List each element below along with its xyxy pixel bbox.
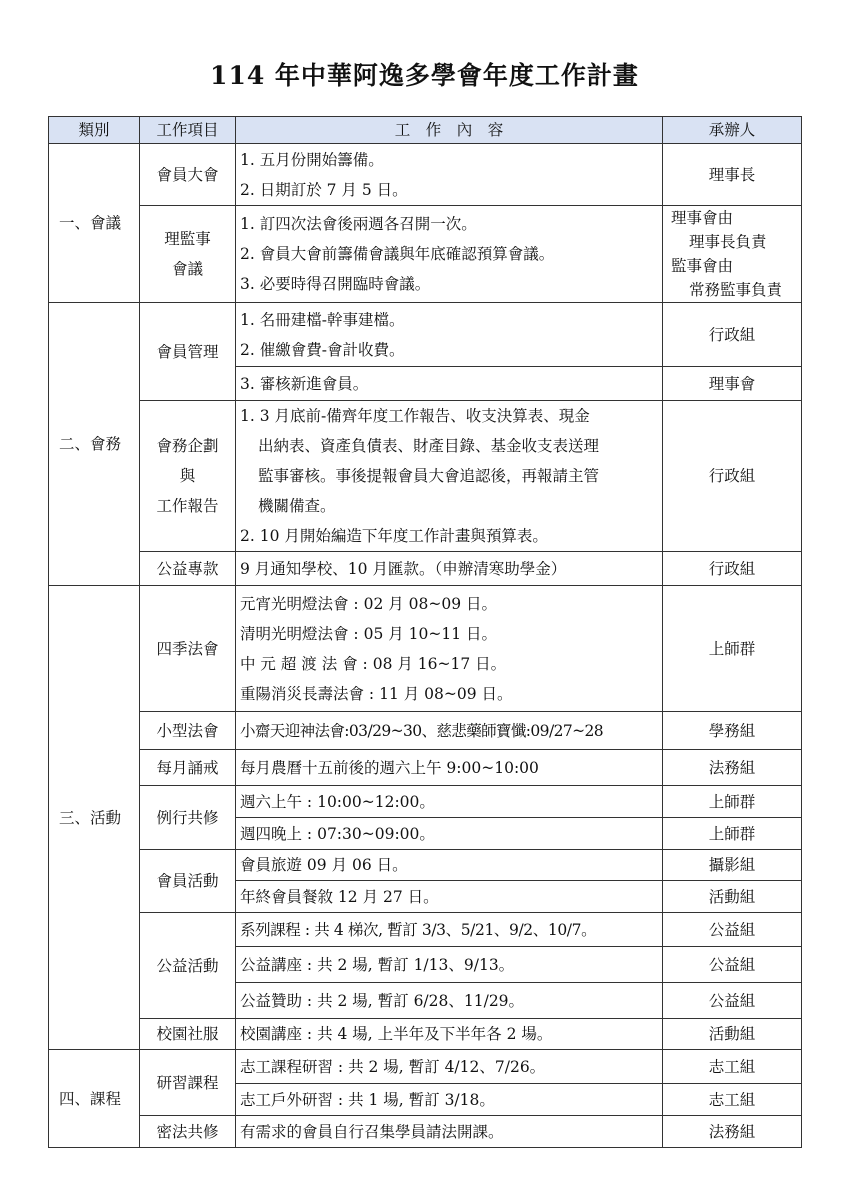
content-cell: 系列課程 : 共 4 梯次, 暫訂 3/3、5/21、9/2、10/7。 (236, 913, 663, 947)
table-row (49, 913, 802, 947)
owner-cell: 行政組 (663, 303, 802, 367)
owner-cell: 理事會由 理事長負責 監事會由 常務監事負責 (663, 206, 802, 303)
owner-cell: 行政組 (663, 401, 802, 552)
table-row (49, 786, 802, 818)
content-cell: 有需求的會員自行召集學員請法開課。 (236, 1116, 663, 1148)
header-category: 類別 (49, 117, 140, 144)
table-row (49, 206, 802, 303)
content-cell: 3. 審核新進會員。 (236, 367, 663, 401)
owner-cell: 上師群 (663, 786, 802, 818)
item-training-courses: 研習課程 (140, 1050, 236, 1116)
item-small-ceremony: 小型法會 (140, 712, 236, 750)
owner-cell: 志工組 (663, 1050, 802, 1084)
content-cell: 9 月通知學校、10 月匯款。（申辦清寒助學金） (236, 552, 663, 586)
table-row (49, 1019, 802, 1050)
item-regular-practice: 例行共修 (140, 786, 236, 850)
content-cell: 會員旅遊 09 月 06 日。 (236, 850, 663, 881)
table-row (49, 850, 802, 881)
owner-cell: 法務組 (663, 750, 802, 786)
owner-cell: 理事長 (663, 144, 802, 206)
content-cell: 公益贊助 : 共 2 場, 暫訂 6/28、11/29。 (236, 983, 663, 1019)
owner-cell: 上師群 (663, 586, 802, 712)
item-member-management: 會員管理 (140, 303, 236, 401)
owner-cell: 上師群 (663, 818, 802, 850)
content-cell: 1. 五月份開始籌備。 2. 日期訂於 7 月 5 日。 (236, 144, 663, 206)
content-cell: 每月農曆十五前後的週六上午 9:00~10:00 (236, 750, 663, 786)
header-content: 工 作 內 容 (236, 117, 663, 144)
item-campus-service: 校園社服 (140, 1019, 236, 1050)
table-row (49, 586, 802, 712)
category-meetings: 一、會議 (49, 144, 140, 303)
owner-cell: 攝影組 (663, 850, 802, 881)
item-board-meeting: 理監事 會議 (140, 206, 236, 303)
content-cell: 1. 3 月底前-備齊年度工作報告、收支決算表、現金 出納表、資產負債表、財產目錄、基金收支表送理 監事審核。事後提報會員大會追認後，再報請主管 機關備查。 2. 10 月開始編造下年度工作計畫與預算表。 (236, 401, 663, 552)
owner-cell: 志工組 (663, 1084, 802, 1116)
table-row (49, 750, 802, 786)
item-esoteric-practice: 密法共修 (140, 1116, 236, 1148)
work-plan-table (48, 116, 802, 1148)
owner-cell: 法務組 (663, 1116, 802, 1148)
item-general-assembly: 會員大會 (140, 144, 236, 206)
owner-cell: 公益組 (663, 983, 802, 1019)
category-affairs: 二、會務 (49, 303, 140, 586)
owner-cell: 公益組 (663, 913, 802, 947)
item-planning-report: 會務企劃 與 工作報告 (140, 401, 236, 552)
table-row (49, 303, 802, 367)
content-cell: 志工戶外研習 : 共 1 場, 暫訂 3/18。 (236, 1084, 663, 1116)
content-cell: 1. 名冊建檔-幹事建檔。 2. 催繳會費-會計收費。 (236, 303, 663, 367)
content-cell: 年終會員餐敘 12 月 27 日。 (236, 881, 663, 913)
content-cell: 元宵光明燈法會 : 02 月 08~09 日。 清明光明燈法會 : 05 月 10~11 日。 中 元 超 渡 法 會 : 08 月 16~17 日。 重陽消災長壽法會 : 11 月 08~09 日。 (236, 586, 663, 712)
category-courses: 四、課程 (49, 1050, 140, 1148)
content-cell: 校園講座 : 共 4 場, 上半年及下半年各 2 場。 (236, 1019, 663, 1050)
header-item: 工作項目 (140, 117, 236, 144)
content-cell: 志工課程研習 : 共 2 場, 暫訂 4/12、7/26。 (236, 1050, 663, 1084)
owner-cell: 公益組 (663, 947, 802, 983)
table-row (49, 144, 802, 206)
header-owner: 承辦人 (663, 117, 802, 144)
content-cell: 公益講座 : 共 2 場, 暫訂 1/13、9/13。 (236, 947, 663, 983)
content-cell: 週四晚上 : 07:30~09:00。 (236, 818, 663, 850)
table-row (49, 712, 802, 750)
owner-cell: 學務組 (663, 712, 802, 750)
content-cell: 小齋天迎神法會:03/29~30、慈悲藥師寶懺:09/27~28 (236, 712, 663, 750)
item-charity-fund: 公益專款 (140, 552, 236, 586)
table-row (49, 1050, 802, 1084)
item-seasonal-ceremony: 四季法會 (140, 586, 236, 712)
owner-cell: 行政組 (663, 552, 802, 586)
table-row (49, 401, 802, 552)
table-row (49, 552, 802, 586)
page-title: 114 年中華阿逸多學會年度工作計畫 (210, 61, 639, 90)
content-cell: 1. 訂四次法會後兩週各召開一次。 2. 會員大會前籌備會議與年底確認預算會議。 3. 必要時得召開臨時會議。 (236, 206, 663, 303)
item-charity-activities: 公益活動 (140, 913, 236, 1019)
content-cell: 週六上午 : 10:00~12:00。 (236, 786, 663, 818)
item-member-activities: 會員活動 (140, 850, 236, 913)
table-row (49, 1116, 802, 1148)
table-header-row (49, 117, 802, 144)
owner-cell: 活動組 (663, 881, 802, 913)
category-activities: 三、活動 (49, 586, 140, 1050)
owner-cell: 活動組 (663, 1019, 802, 1050)
owner-cell: 理事會 (663, 367, 802, 401)
item-monthly-precepts: 每月誦戒 (140, 750, 236, 786)
